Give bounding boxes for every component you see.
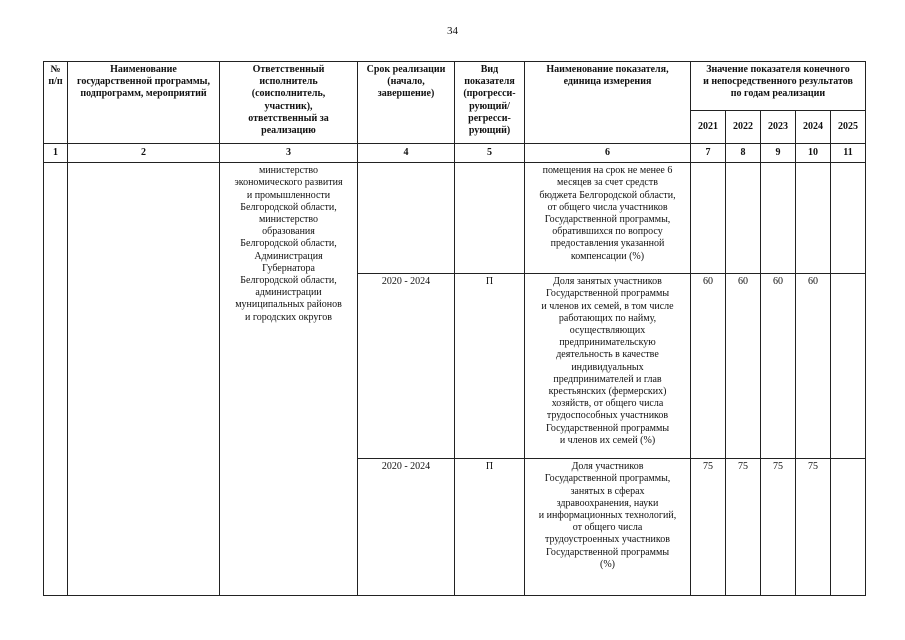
value-cell	[691, 163, 726, 274]
column-number: 11	[831, 144, 866, 163]
value-cell: 60	[691, 274, 726, 459]
value-cell: 75	[691, 459, 726, 596]
value-cell: 60	[761, 274, 796, 459]
column-number: 6	[525, 144, 691, 163]
header-values: Значение показателя конечного и непосредственного результатов по годам реализации	[691, 62, 866, 111]
indicator-type-cell: П	[455, 274, 525, 459]
page-number: 34	[447, 25, 458, 37]
column-number: 3	[220, 144, 358, 163]
header-program-name: Наименование государственной программы, подпрограмм, мероприятий	[68, 62, 220, 144]
value-cell	[831, 459, 866, 596]
header-indicator-name: Наименование показателя, единица измерения	[525, 62, 691, 144]
period-cell	[358, 163, 455, 274]
period-cell: 2020 - 2024	[358, 274, 455, 459]
value-cell: 60	[726, 274, 761, 459]
year-2024: 2024	[796, 111, 831, 144]
indicator-type-cell: П	[455, 459, 525, 596]
column-number: 4	[358, 144, 455, 163]
value-cell: 75	[726, 459, 761, 596]
indicators-table	[43, 61, 866, 596]
header-period: Срок реализации (начало, завершение)	[358, 62, 455, 144]
value-cell	[761, 163, 796, 274]
value-cell	[726, 163, 761, 274]
column-number: 1	[44, 144, 68, 163]
header-number: № п/п	[44, 62, 68, 144]
column-number: 7	[691, 144, 726, 163]
year-2021: 2021	[691, 111, 726, 144]
column-number: 2	[68, 144, 220, 163]
executor-cell: министерство экономического развития и промышленности Белгородской области, министерство образования Белгородской области, Администрация Губернатора Белгородской области, администрации муниципальных районов и городских округов	[220, 163, 358, 596]
program-name-cell	[68, 163, 220, 596]
column-number: 9	[761, 144, 796, 163]
column-number: 10	[796, 144, 831, 163]
indicator-type-cell	[455, 163, 525, 274]
indicator-name-cell: помещения на срок не менее 6 месяцев за счет средств бюджета Белгородской области, от общего числа участников Государственной программы, обратившихся по вопросу предоставления указанной компенсации (%)	[525, 163, 691, 274]
value-cell: 75	[796, 459, 831, 596]
year-2023: 2023	[761, 111, 796, 144]
year-2025: 2025	[831, 111, 866, 144]
value-cell	[796, 163, 831, 274]
row-number-cell	[44, 163, 68, 596]
indicator-name-cell: Доля занятых участников Государственной программы и членов их семей, в том числе работающих по найму, осуществляющих предпринимательскую деятельность в качестве индивидуальных предпринимателей и глав крестьянских (фермерских) хозяйств, от общего числа трудоспособных участников Государственной программы и членов их семей (%)	[525, 274, 691, 459]
header-executor: Ответственный исполнитель (соисполнитель, участник), ответственный за реализацию	[220, 62, 358, 144]
column-number: 5	[455, 144, 525, 163]
table-row	[44, 163, 866, 274]
value-cell: 60	[796, 274, 831, 459]
value-cell	[831, 163, 866, 274]
indicator-name-cell: Доля участников Государственной программы, занятых в сферах здравоохранения, науки и информационных технологий, от общего числа трудоустроенных участников Государственной программы (%)	[525, 459, 691, 596]
year-2022: 2022	[726, 111, 761, 144]
header-indicator-type: Вид показателя (прогресси- рующий/ регресси- рующий)	[455, 62, 525, 144]
column-number: 8	[726, 144, 761, 163]
value-cell	[831, 274, 866, 459]
value-cell: 75	[761, 459, 796, 596]
period-cell: 2020 - 2024	[358, 459, 455, 596]
